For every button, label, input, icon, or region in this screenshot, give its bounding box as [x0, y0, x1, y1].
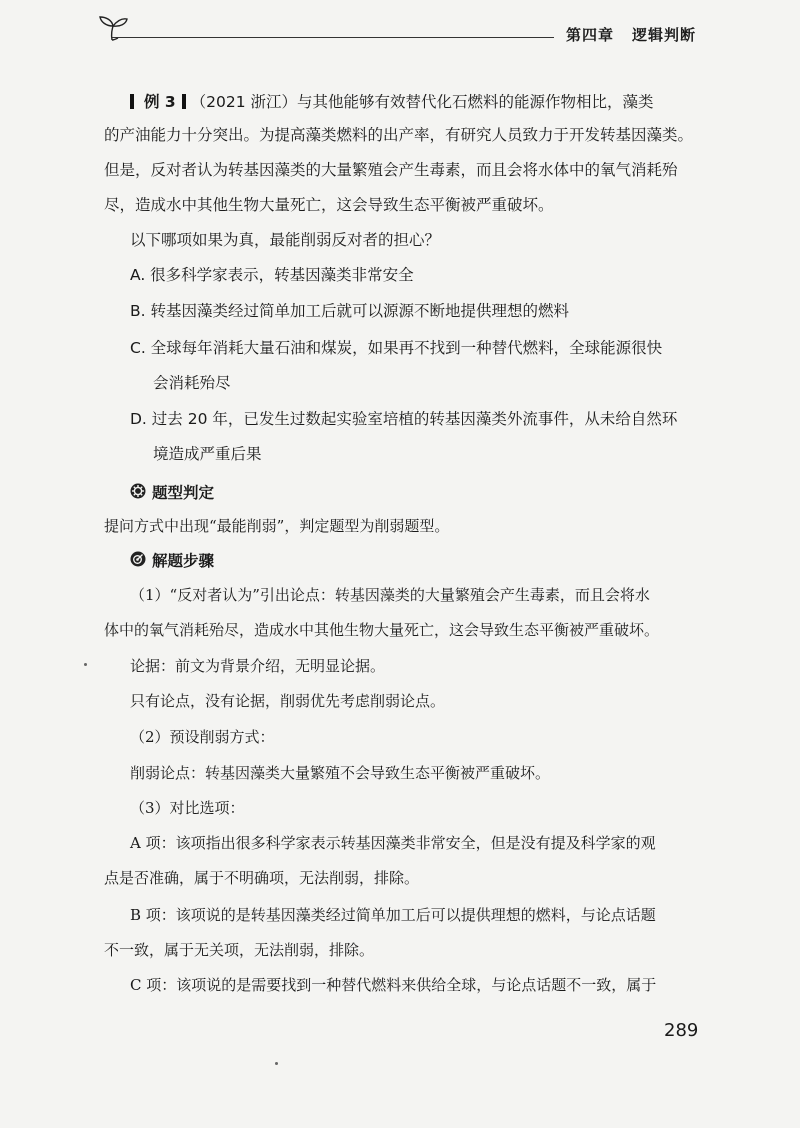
option-b: B. 转基因藻类经过简单加工后就可以源源不断地提供理想的燃料	[130, 302, 569, 320]
chapter-label: 第四章	[566, 26, 615, 44]
example-stem-line: 与其他能够有效替代化石燃料的能源作物相比，藻类	[297, 93, 654, 111]
step-line: C 项：该项说的是需要找到一种替代燃料来供给全球，与论点话题不一致，属于	[130, 976, 657, 994]
scan-speck	[275, 1062, 278, 1065]
section-heading-type: 题型判定	[152, 484, 215, 502]
option-c-continued: 会消耗殆尽	[153, 374, 231, 392]
section-heading-steps: 解题步骤	[152, 552, 215, 570]
scan-speck	[84, 663, 87, 666]
step-line: A 项：该项指出很多科学家表示转基因藻类非常安全，但是没有提及科学家的观	[130, 834, 656, 852]
example-source: （2021 浙江）	[190, 93, 297, 111]
step-line: 论据：前文为背景介绍，无明显论据。	[130, 657, 386, 675]
chapter-title: 逻辑判断	[632, 26, 697, 44]
step-line: （2）预设削弱方式：	[130, 728, 275, 746]
step-line: （3）对比选项：	[130, 799, 245, 817]
example-stem-line: 尽，造成水中其他生物大量死亡，这会导致生态平衡被严重破坏。	[104, 196, 554, 214]
option-d-continued: 境造成严重后果	[153, 445, 262, 463]
example-question: 以下哪项如果为真，最能削弱反对者的担心？	[130, 231, 441, 249]
header-rule	[112, 37, 554, 38]
example-first-line	[130, 92, 654, 112]
running-header	[566, 24, 696, 45]
section-type-text: 提问方式中出现“最能削弱”，判定题型为削弱题型。	[104, 517, 450, 535]
step-line: （1）“反对者认为”引出论点：转基因藻类的大量繁殖会产生毒素，而且会将水	[130, 586, 650, 604]
target-icon	[130, 551, 146, 567]
step-line: 削弱论点：转基因藻类大量繁殖不会导致生态平衡被严重破坏。	[130, 764, 551, 782]
page-number: 289	[664, 1020, 699, 1041]
step-line: 点是否准确，属于不明确项，无法削弱，排除。	[104, 869, 420, 887]
step-line: B 项：该项说的是转基因藻类经过简单加工后可以提供理想的燃料，与论点话题	[130, 906, 656, 924]
step-line: 体中的氧气消耗殆尽，造成水中其他生物大量死亡，这会导致生态平衡被严重破坏。	[104, 621, 660, 639]
example-marker-left	[130, 94, 134, 109]
option-c: C. 全球每年消耗大量石油和煤炭，如果再不找到一种替代燃料，全球能源很快	[130, 339, 663, 357]
example-stem-line: 的产油能力十分突出。为提高藻类燃料的出产率，有研究人员致力于开发转基因藻类。	[104, 126, 694, 144]
step-line: 只有论点，没有论据，削弱优先考虑削弱论点。	[130, 692, 446, 710]
option-d: D. 过去 20 年，已发生过数起实验室培植的转基因藻类外流事件，从未给自然环	[130, 410, 678, 428]
option-a: A. 很多科学家表示，转基因藻类非常安全	[130, 266, 414, 284]
example-stem-line: 但是，反对者认为转基因藻类的大量繁殖会产生毒素，而且会将水体中的氧气消耗殆	[104, 161, 678, 179]
step-line: 不一致，属于无关项，无法削弱，排除。	[104, 941, 375, 959]
example-marker-right	[182, 94, 186, 109]
example-label: 例 3	[144, 93, 176, 111]
gear-icon	[130, 483, 146, 499]
